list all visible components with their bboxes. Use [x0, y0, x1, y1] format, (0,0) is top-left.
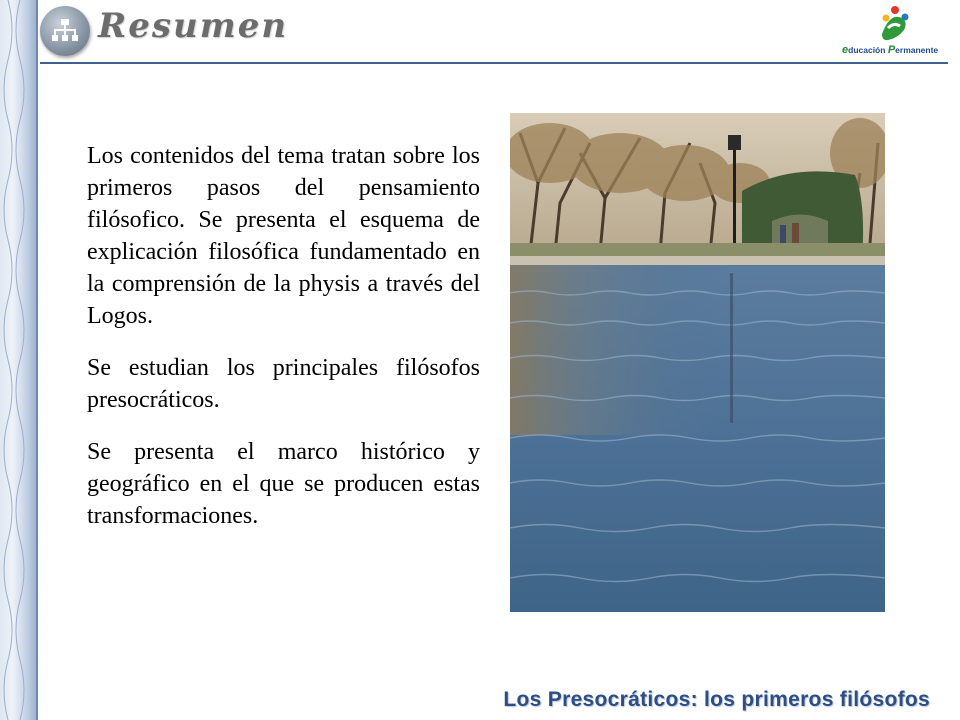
- summary-paragraph: Se estudian los principales filósofos presocráticos.: [87, 355, 480, 413]
- page-title: Resumen: [98, 6, 289, 46]
- educacion-permanente-logo: [832, 4, 950, 62]
- footer-title: Los Presocráticos: los primeros filósofos: [503, 688, 930, 711]
- summary-text: [87, 140, 480, 552]
- brand-name: educación Permanente: [842, 44, 939, 56]
- org-chart-icon: [40, 6, 90, 56]
- left-decorative-band: [0, 0, 38, 720]
- summary-paragraph: Los contenidos del tema tratan sobre los primeros pasos del pensamiento filósofico. Se presenta el esquema de explicación filosófica fundamentado en la comprensión de la physis a través del Logos.: [87, 143, 480, 329]
- brand-emblem-icon: [832, 4, 950, 44]
- summary-paragraph: Se presenta el marco histórico y geográfico en el que se producen estas transformaciones.: [87, 439, 480, 529]
- header-divider: [40, 62, 948, 64]
- lake-photo: [510, 113, 885, 612]
